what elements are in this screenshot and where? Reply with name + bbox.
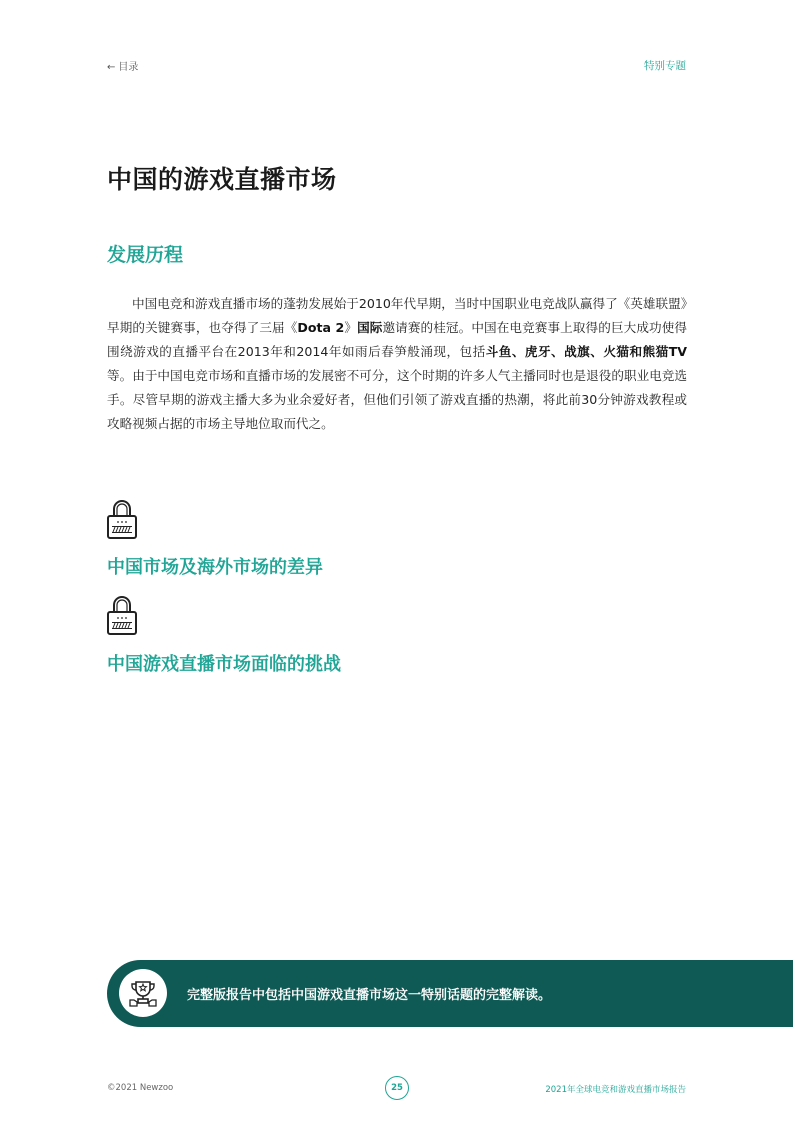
toc-link[interactable] bbox=[107, 58, 138, 73]
bold-text-run: 斗鱼、虎牙、战旗、火猫和熊猫TV bbox=[485, 344, 687, 359]
text-run: 等。由于中国电竞市场和直播市场的发展密不可分，这个时期的许多人气主播同时也是退役的职业电竞选手。尽管早期的游戏主播大多为业余爱好者，但他们引领了游戏直播的热潮，将此前30分钟游戏教程或攻略视频占据的市场主导地位取而代之。 bbox=[107, 368, 687, 431]
bold-text-run: 国际 bbox=[357, 320, 383, 335]
padlock-icon bbox=[106, 498, 138, 540]
banner-text: 完整版报告中包括中国游戏直播市场这一特别话题的完整解读。 bbox=[187, 988, 552, 1003]
section-heading-development: 发展历程 bbox=[107, 244, 184, 266]
page-title: 中国的游戏直播市场 bbox=[107, 165, 337, 194]
page-number: 25 bbox=[385, 1076, 409, 1100]
report-title: 2021年全球电竞和游戏直播市场报告 bbox=[545, 1085, 686, 1095]
trophy-icon bbox=[119, 969, 167, 1017]
section-label: 特别专题 bbox=[644, 60, 686, 72]
back-arrow-icon: ← bbox=[107, 62, 116, 73]
locked-section-heading: 中国游戏直播市场面临的挑战 bbox=[107, 654, 341, 675]
full-report-banner bbox=[107, 960, 793, 1027]
locked-section-heading: 中国市场及海外市场的差异 bbox=[107, 557, 323, 578]
copyright: ©2021 Newzoo bbox=[107, 1083, 174, 1093]
padlock-icon bbox=[106, 594, 138, 636]
body-paragraph bbox=[107, 292, 687, 436]
toc-label: 目录 bbox=[118, 62, 139, 73]
text-run: 中国电竞和游戏直播市场的蓬勃发展始于2010年代早期，当时中国职业电竞战队赢得了《英雄联盟》早期的关键赛事，也夺得了三届《 bbox=[107, 296, 687, 335]
text-run: 邀请赛的桂冠。中国在电竞赛事上取得的巨大成功使得围绕游戏的直播平台在2013年和2014年如雨后春笋般涌现，包括 bbox=[107, 320, 688, 359]
text-run: 》 bbox=[344, 320, 358, 335]
bold-text-run: Dota 2 bbox=[297, 320, 345, 335]
